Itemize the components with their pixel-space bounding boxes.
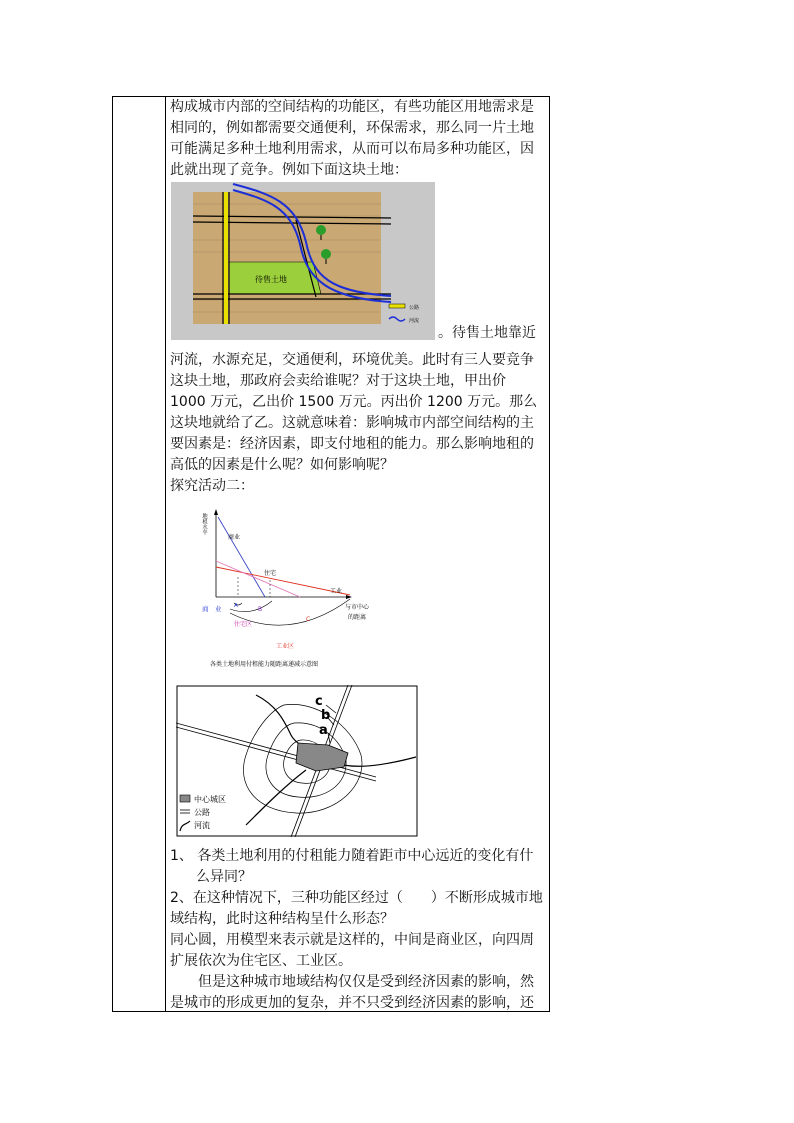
- x-axis-label-2: 的距离: [348, 614, 367, 621]
- x-axis-label-1: 与市中心: [345, 604, 370, 611]
- commerce-zone-label: 商 业: [202, 605, 222, 613]
- main-content: [170, 97, 546, 181]
- figure-trailing-text: 。待售土地靠近: [438, 325, 536, 341]
- bid-rent-diagram: [190, 505, 380, 670]
- road-yellow: [224, 192, 228, 324]
- question-1: 1、 各类土地利用的付租能力随着距市中心远近的变化有什么异同？: [170, 848, 534, 885]
- x-axis-arrow: [346, 595, 352, 599]
- legend-river-label: 河流: [409, 318, 420, 324]
- label-a: a: [319, 723, 328, 738]
- y-axis-arrow: [214, 509, 218, 515]
- main-content-2: [170, 350, 546, 497]
- diagram-caption: 各类土地利用付租能力随距离递减示意图: [210, 661, 319, 668]
- point-a-label: A: [234, 603, 238, 609]
- legend-road-label: 公路: [409, 305, 420, 311]
- legend-center-label: 中心城区: [194, 795, 226, 804]
- land-background: [193, 192, 381, 324]
- label-b: b: [321, 708, 331, 723]
- paragraph-activity: 探究活动二：: [170, 478, 254, 494]
- paragraph-conclusion: 但是这种城市地域结构仅仅是受到经济因素的影响，然是城市的形成更加的复杂，并不只受到经济因素的影响，还: [170, 974, 534, 1011]
- point-b-label: B: [258, 606, 263, 613]
- legend-river-label: 河流: [194, 821, 210, 830]
- column-divider: [165, 97, 166, 1011]
- paragraph-model: 同心圆，用模型来表示就是这样的，中间是商业区，向四周扩展依次为住宅区、工业区。: [170, 932, 534, 969]
- industry-zone-label: 工业区: [276, 643, 295, 650]
- legend-road-icon: [389, 304, 405, 308]
- legend-road-label: 公路: [194, 808, 210, 817]
- land-for-sale-map: [171, 182, 435, 340]
- point-c-label: C: [306, 616, 311, 623]
- y-axis-label: 地租水平: [201, 513, 207, 535]
- land-label: 待售土地: [255, 275, 287, 284]
- paragraph-intro: 构成城市内部的空间结构的功能区，有些功能区用地需求是相同的，例如都需要交通便利，环保需求，那么同一片土地可能满足多种土地利用需求，从而可以布局多种功能区，因此就出现了竞争。例如下面这块土地：: [170, 99, 534, 178]
- main-content-3: [170, 846, 546, 1014]
- boundary-dashes: [238, 577, 270, 597]
- axes: [216, 513, 350, 597]
- commerce-line: [218, 517, 265, 597]
- residence-zone-label: 住宅区: [234, 621, 253, 628]
- residence-label: 住宅: [264, 570, 277, 577]
- label-c: c: [315, 694, 323, 709]
- legend-center-icon: [180, 795, 190, 802]
- residence-line: [216, 561, 300, 597]
- question-2: 2、在这种情况下，三种功能区经过（ ）不断形成城市地域结构，此时这种结构呈什么形态？: [170, 890, 543, 927]
- commerce-label: 商业: [228, 534, 241, 541]
- city-terrain-map: [176, 685, 418, 837]
- paragraph-land-bid: 河流，水源充足，交通便利，环境优美。此时有三人要竞争这块土地，那政府会卖给谁呢？对于这块土地，甲出价 1000 万元，乙出价 1500 万元。丙出价 1200 万元。那么这块地就给了乙。这就意味着：影响城市内部空间结构的主要因素是：经济因素，即支付地租的能力。那么影响地租的高低的因素是什么呢？如何影响呢？: [170, 352, 538, 473]
- industry-label: 工业: [330, 588, 343, 595]
